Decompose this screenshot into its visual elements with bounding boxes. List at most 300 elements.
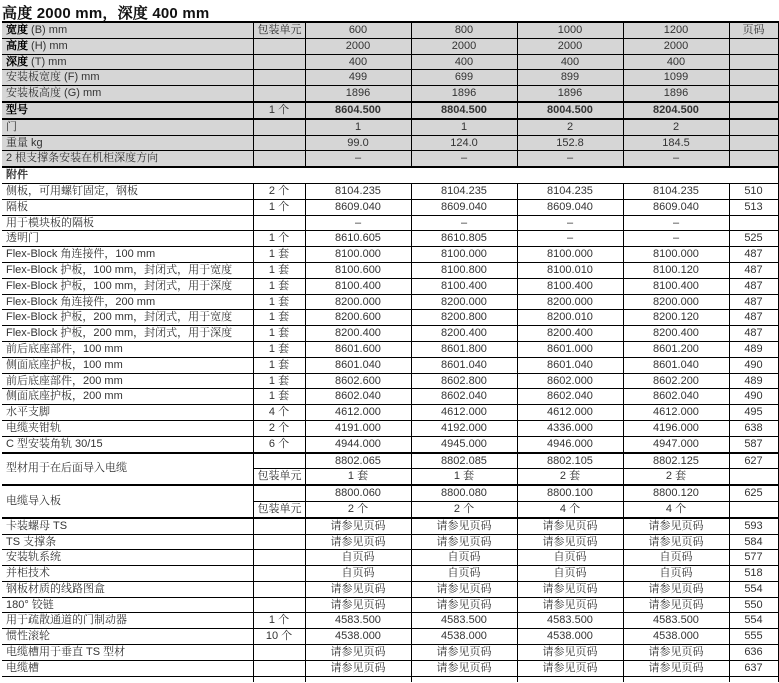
value-cell: 自页码	[411, 550, 517, 566]
value-cell: –	[517, 231, 623, 247]
value-cell: 8200.400	[305, 326, 411, 342]
value-cell: 8601.000	[517, 341, 623, 357]
unit-cell: 1 套	[253, 294, 305, 310]
page-cell: 554	[729, 581, 778, 597]
row-label-text: 卡装螺母 TS	[6, 519, 68, 532]
value-cell: 请参见页码	[411, 581, 517, 597]
value-cell: 8200.400	[411, 326, 517, 342]
table-row	[2, 453, 778, 469]
value-cell: 请参见页码	[305, 645, 411, 661]
value-cell: 400	[623, 54, 729, 70]
table-row	[2, 420, 778, 436]
value-cell: 1896	[623, 86, 729, 102]
value-cell: 8200.010	[517, 310, 623, 326]
page-cell: 638	[729, 420, 778, 436]
page-cell: 489	[729, 373, 778, 389]
page-cell: 487	[729, 262, 778, 278]
value-cell: 800	[411, 22, 517, 38]
value-cell: –	[305, 215, 411, 231]
table-row	[2, 54, 778, 70]
value-cell: 请参见页码	[517, 660, 623, 676]
row-label-cell	[2, 86, 253, 102]
unit-cell: 1 套	[253, 357, 305, 373]
row-label-cell	[2, 341, 253, 357]
row-label-cell	[2, 231, 253, 247]
value-cell: 4191.000	[305, 420, 411, 436]
value-cell: 请参见页码	[305, 518, 411, 534]
value-cell: 1896	[411, 86, 517, 102]
value-cell: 8602.000	[517, 373, 623, 389]
value-cell: 99.0	[305, 135, 411, 151]
row-label-cell	[2, 199, 253, 215]
page-cell: 627	[729, 453, 778, 469]
stub-cell	[305, 676, 411, 682]
row-label-cell	[2, 389, 253, 405]
value-cell: 8100.000	[623, 247, 729, 263]
page-cell	[729, 70, 778, 86]
page-cell: 490	[729, 357, 778, 373]
value-cell: 请参见页码	[623, 534, 729, 550]
value-cell: 1000	[517, 22, 623, 38]
value-cell: 499	[305, 70, 411, 86]
unit-cell: 1 个	[253, 102, 305, 119]
row-label-text: 侧面底座护板，200 mm	[6, 390, 123, 403]
unit-cell	[253, 485, 305, 501]
value-cell: 8802.125	[623, 453, 729, 469]
value-cell: 自页码	[305, 550, 411, 566]
value-cell: 8200.000	[305, 294, 411, 310]
value-cell: 8200.000	[623, 294, 729, 310]
value-cell: 4336.000	[517, 420, 623, 436]
row-label-cell	[2, 645, 253, 661]
row-label-text: 电缆夹钳轨	[6, 421, 61, 434]
unit-cell: 1 套	[253, 247, 305, 263]
value-cell: –	[517, 151, 623, 167]
unit-cell: 10 个	[253, 629, 305, 645]
value-cell: 4612.000	[623, 405, 729, 421]
value-cell: –	[305, 151, 411, 167]
row-label-text: 隔板	[6, 200, 28, 213]
row-label-cell	[2, 310, 253, 326]
value-cell: 4192.000	[411, 420, 517, 436]
page-cell	[729, 102, 778, 119]
row-label-cell	[2, 135, 253, 151]
value-cell: 8800.120	[623, 485, 729, 501]
page-cell: 487	[729, 310, 778, 326]
unit-cell: 1 套	[253, 310, 305, 326]
table-row	[2, 70, 778, 86]
spec-table-body	[2, 22, 778, 682]
table-row	[2, 247, 778, 263]
value-cell: 184.5	[623, 135, 729, 151]
stub-cell	[411, 676, 517, 682]
value-cell: 请参见页码	[411, 534, 517, 550]
value-cell: 8602.040	[411, 389, 517, 405]
unit-cell: 包装单元	[253, 501, 305, 517]
unit-cell	[253, 581, 305, 597]
table-row	[2, 373, 778, 389]
value-cell: 请参见页码	[305, 597, 411, 613]
value-cell: 4 个	[517, 501, 623, 517]
unit-cell: 4 个	[253, 405, 305, 421]
value-cell: 8200.600	[305, 310, 411, 326]
page-cell	[729, 54, 778, 70]
unit-cell: 1 套	[253, 373, 305, 389]
value-cell: 4612.000	[411, 405, 517, 421]
value-cell: 8602.040	[623, 389, 729, 405]
table-row	[2, 405, 778, 421]
value-cell: 2 个	[411, 501, 517, 517]
page-cell	[729, 135, 778, 151]
table-row	[2, 278, 778, 294]
row-label-text: 180° 铰链	[6, 598, 54, 611]
unit-cell: 1 套	[253, 389, 305, 405]
value-cell: 8602.040	[305, 389, 411, 405]
value-cell: 8200.000	[411, 294, 517, 310]
value-cell: 2000	[411, 38, 517, 54]
value-cell: 8100.400	[623, 278, 729, 294]
accessories-section-label: 附件	[2, 167, 778, 183]
value-cell: 请参见页码	[411, 660, 517, 676]
row-label-cell	[2, 102, 253, 119]
table-row	[2, 310, 778, 326]
unit-cell: 1 套	[253, 326, 305, 342]
page-cell: 487	[729, 294, 778, 310]
value-cell: 8200.000	[517, 294, 623, 310]
page-cell: 636	[729, 645, 778, 661]
value-cell: 124.0	[411, 135, 517, 151]
row-label-cell	[2, 566, 253, 582]
page-cell: 487	[729, 326, 778, 342]
page-title: 高度 2000 mm，深度 400 mm	[2, 5, 210, 22]
table-row	[2, 151, 778, 167]
value-cell: 4944.000	[305, 436, 411, 452]
unit-cell	[253, 70, 305, 86]
value-cell: 8100.000	[305, 247, 411, 263]
row-label-text: 前后底座部件，100 mm	[6, 342, 123, 355]
value-cell: 4612.000	[305, 405, 411, 421]
value-cell: 8100.400	[517, 278, 623, 294]
table-row	[2, 262, 778, 278]
value-cell: –	[411, 215, 517, 231]
page-cell: 518	[729, 566, 778, 582]
row-label-text: Flex-Block 护板，100 mm，封闭式，用于宽度	[6, 263, 233, 276]
value-cell: 8200.400	[517, 326, 623, 342]
page-cell	[729, 501, 778, 517]
table-row	[2, 629, 778, 645]
unit-cell: 6 个	[253, 436, 305, 452]
value-cell: 4947.000	[623, 436, 729, 452]
spec-table	[2, 21, 779, 682]
row-label-cell	[2, 420, 253, 436]
table-row	[2, 119, 778, 135]
row-label-text: (B) mm	[28, 24, 68, 36]
stub-cell	[2, 676, 253, 682]
value-cell: 8601.040	[517, 357, 623, 373]
value-cell: 8800.100	[517, 485, 623, 501]
value-cell: 1200	[623, 22, 729, 38]
table-row	[2, 613, 778, 629]
value-cell: 8601.040	[305, 357, 411, 373]
row-label-text: 2 根支撑条安装在机柜深度方向	[6, 152, 159, 165]
row-label-cell	[2, 215, 253, 231]
value-cell: 请参见页码	[623, 660, 729, 676]
row-label-text: 透明门	[6, 232, 39, 245]
cutoff-stub-row	[2, 676, 778, 682]
row-label-cell	[2, 597, 253, 613]
value-cell: 8204.500	[623, 102, 729, 119]
row-label-text: 安装轨系统	[6, 551, 61, 564]
unit-cell	[253, 645, 305, 661]
value-cell: 8601.040	[623, 357, 729, 373]
page-cell: 593	[729, 518, 778, 534]
value-cell: 8609.040	[623, 199, 729, 215]
page-cell	[729, 86, 778, 102]
value-cell: 8100.010	[517, 262, 623, 278]
row-label-cell	[2, 22, 253, 38]
value-cell: 8601.040	[411, 357, 517, 373]
value-cell: 400	[305, 54, 411, 70]
value-cell: 1 套	[411, 469, 517, 485]
row-label-text: Flex-Block 护板，100 mm，封闭式，用于深度	[6, 279, 233, 292]
value-cell: 2 套	[517, 469, 623, 485]
page-cell	[729, 119, 778, 135]
accessories-section-row	[2, 167, 778, 183]
page-cell: 页码	[729, 22, 778, 38]
value-cell: 1896	[305, 86, 411, 102]
value-cell: 请参见页码	[517, 518, 623, 534]
value-cell: 4196.000	[623, 420, 729, 436]
row-label-text: 电缆槽	[6, 661, 39, 674]
row-label-text: 侧面底座护板，100 mm	[6, 358, 123, 371]
value-cell: 请参见页码	[517, 597, 623, 613]
row-label-cell	[2, 183, 253, 199]
value-cell: 请参见页码	[623, 518, 729, 534]
value-cell: 4538.000	[623, 629, 729, 645]
value-cell: 8100.000	[411, 247, 517, 263]
unit-cell: 2 个	[253, 183, 305, 199]
page-cell: 584	[729, 534, 778, 550]
value-cell: 请参见页码	[305, 660, 411, 676]
row-label-cell	[2, 660, 253, 676]
value-cell: 请参见页码	[517, 534, 623, 550]
value-cell: 699	[411, 70, 517, 86]
value-cell: 请参见页码	[305, 534, 411, 550]
value-cell: 152.8	[517, 135, 623, 151]
row-label-cell	[2, 357, 253, 373]
unit-cell	[253, 135, 305, 151]
value-cell: 8602.800	[411, 373, 517, 389]
value-cell: 8610.805	[411, 231, 517, 247]
row-label-cell	[2, 119, 253, 135]
value-cell: 8802.105	[517, 453, 623, 469]
page-cell	[729, 151, 778, 167]
row-label-bold: 宽度	[6, 24, 28, 36]
row-label-cell	[2, 247, 253, 263]
value-cell: 8100.120	[623, 262, 729, 278]
value-cell: –	[411, 151, 517, 167]
unit-cell: 1 套	[253, 262, 305, 278]
value-cell: 自页码	[411, 566, 517, 582]
row-label-text: 安装板宽度 (F) mm	[6, 71, 100, 84]
value-cell: 2	[623, 119, 729, 135]
unit-cell	[253, 151, 305, 167]
row-label-cell	[2, 294, 253, 310]
value-cell: 899	[517, 70, 623, 86]
value-cell: 8602.040	[517, 389, 623, 405]
page-cell: 554	[729, 613, 778, 629]
value-cell: 8100.000	[517, 247, 623, 263]
table-row	[2, 183, 778, 199]
value-cell: 4 个	[623, 501, 729, 517]
row-label-text: Flex-Block 角连接件，200 mm	[6, 295, 156, 308]
value-cell: 8100.800	[411, 262, 517, 278]
page-cell: 637	[729, 660, 778, 676]
unit-cell: 2 个	[253, 420, 305, 436]
unit-cell	[253, 38, 305, 54]
page-cell: 495	[729, 405, 778, 421]
value-cell: 8802.085	[411, 453, 517, 469]
unit-cell: 包装单元	[253, 469, 305, 485]
value-cell: 8004.500	[517, 102, 623, 119]
table-row	[2, 566, 778, 582]
row-label-cell	[2, 629, 253, 645]
page-cell: 513	[729, 199, 778, 215]
value-cell: 8601.800	[411, 341, 517, 357]
page-cell: 587	[729, 436, 778, 452]
value-cell: 8100.400	[411, 278, 517, 294]
unit-cell: 包装单元	[253, 22, 305, 38]
page-cell: 555	[729, 629, 778, 645]
table-row	[2, 660, 778, 676]
value-cell: 400	[411, 54, 517, 70]
value-cell: 请参见页码	[623, 581, 729, 597]
row-label-text: 电缆导入板	[6, 495, 61, 507]
stub-cell	[517, 676, 623, 682]
table-row	[2, 581, 778, 597]
row-label-text: (T) mm	[28, 55, 67, 68]
table-row	[2, 389, 778, 405]
unit-cell	[253, 86, 305, 102]
row-label-text: 用于模块板的隔板	[6, 216, 94, 229]
row-label-bold: 深度	[6, 55, 28, 68]
table-row	[2, 135, 778, 151]
table-row	[2, 199, 778, 215]
value-cell: 8804.500	[411, 102, 517, 119]
unit-cell: 1 个	[253, 199, 305, 215]
value-cell: 请参见页码	[411, 518, 517, 534]
value-cell: 8802.065	[305, 453, 411, 469]
table-row	[2, 326, 778, 342]
value-cell: 8800.060	[305, 485, 411, 501]
row-label-cell	[2, 54, 253, 70]
page-cell: 577	[729, 550, 778, 566]
value-cell: 2000	[305, 38, 411, 54]
unit-cell: 1 个	[253, 231, 305, 247]
row-label-text: TS 支撑条	[6, 535, 57, 548]
value-cell: 请参见页码	[305, 581, 411, 597]
value-cell: 4538.000	[305, 629, 411, 645]
row-label-text: 钢板材质的线路图盒	[6, 582, 105, 595]
table-row	[2, 550, 778, 566]
table-row	[2, 86, 778, 102]
table-row	[2, 357, 778, 373]
unit-cell	[253, 660, 305, 676]
table-row	[2, 22, 778, 38]
value-cell: 8601.600	[305, 341, 411, 357]
value-cell: –	[623, 231, 729, 247]
table-row	[2, 485, 778, 501]
stub-cell	[253, 676, 305, 682]
page-cell: 525	[729, 231, 778, 247]
value-cell: 8609.040	[411, 199, 517, 215]
value-cell: 4538.000	[517, 629, 623, 645]
value-cell: 1	[411, 119, 517, 135]
row-label-text: 侧板，可用螺钉固定，钢板	[6, 184, 138, 197]
unit-cell: 1 套	[253, 278, 305, 294]
value-cell: 8800.080	[411, 485, 517, 501]
value-cell: 1 套	[305, 469, 411, 485]
page-cell	[729, 215, 778, 231]
unit-cell	[253, 54, 305, 70]
table-row	[2, 597, 778, 613]
value-cell: 8601.200	[623, 341, 729, 357]
value-cell: 8200.800	[411, 310, 517, 326]
value-cell: 8609.040	[517, 199, 623, 215]
row-label-cell	[2, 278, 253, 294]
table-row	[2, 38, 778, 54]
value-cell: 4612.000	[517, 405, 623, 421]
table-row	[2, 518, 778, 534]
value-cell: 4583.500	[517, 613, 623, 629]
value-cell: 请参见页码	[517, 581, 623, 597]
value-cell: 8104.235	[411, 183, 517, 199]
row-label-bold: 型号	[6, 103, 28, 116]
value-cell: 8200.400	[623, 326, 729, 342]
unit-cell: 1 套	[253, 341, 305, 357]
value-cell: 4538.000	[411, 629, 517, 645]
row-label-text: 门	[6, 120, 17, 133]
row-label-text: 用于疏散通道的门制动器	[6, 614, 127, 627]
row-label-text: Flex-Block 护板，200 mm，封闭式，用于深度	[6, 327, 233, 340]
row-label-cell	[2, 550, 253, 566]
stub-cell	[729, 676, 778, 682]
value-cell: 8100.400	[305, 278, 411, 294]
row-label-cell	[2, 453, 253, 486]
value-cell: 8200.120	[623, 310, 729, 326]
value-cell: 1	[305, 119, 411, 135]
stub-cell	[623, 676, 729, 682]
row-label-text: 型材用于在后面导入电缆	[6, 462, 127, 475]
table-row	[2, 294, 778, 310]
row-label-cell	[2, 518, 253, 534]
value-cell: –	[623, 215, 729, 231]
value-cell: 请参见页码	[623, 645, 729, 661]
value-cell: 自页码	[305, 566, 411, 582]
value-cell: 8610.605	[305, 231, 411, 247]
row-label-cell	[2, 405, 253, 421]
page-cell: 510	[729, 183, 778, 199]
unit-cell	[253, 597, 305, 613]
row-label-text: 水平支脚	[6, 406, 50, 419]
row-label-cell	[2, 613, 253, 629]
page-cell	[729, 469, 778, 485]
value-cell: 400	[517, 54, 623, 70]
table-row	[2, 341, 778, 357]
value-cell: 8604.500	[305, 102, 411, 119]
row-label-text: 并柜技术	[6, 567, 50, 580]
table-row	[2, 215, 778, 231]
